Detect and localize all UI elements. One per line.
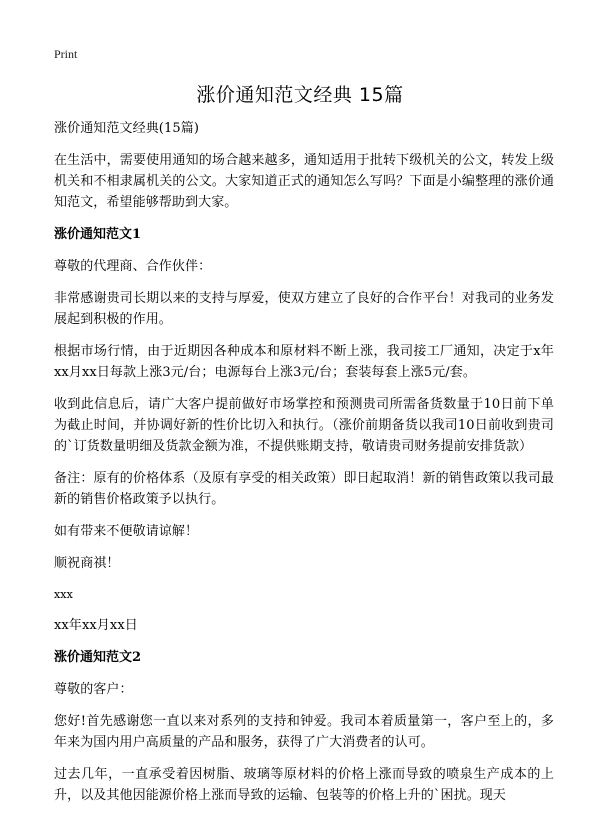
- paragraph: 收到此信息后，请广大客户提前做好市场掌控和预测贵司所需备货数量于10日前下单为截止时间，并协调好新的性价比切入和执行。（涨价前期备货以我司10日前收到贵司的`订货数量明细及货款金额为准，不提供账期支持，敬请贵司财务提前安排货款）: [54, 397, 554, 454]
- print-label: Print: [54, 47, 78, 61]
- section-heading: 涨价通知范文1: [54, 227, 142, 242]
- signer: xxx: [54, 588, 73, 601]
- document-body: [54, 118, 554, 817]
- section-heading: 涨价通知范文2: [54, 650, 142, 665]
- document-title: 涨价通知范文经典 15篇: [196, 84, 404, 106]
- salutation: 尊敬的客户：: [54, 682, 133, 697]
- paragraph: 您好!首先感谢您一直以来对系列的支持和钟爱。我司本着质量第一，客户至上的，多年来为国内用户高质量的产品和服务，获得了广大消费者的认可。: [54, 714, 554, 750]
- salutation: 尊敬的代理商、合作伙伴：: [54, 259, 212, 274]
- paragraph: 非常感谢贵司长期以来的支持与厚爱，使双方建立了良好的合作平台！对我司的业务发展起到积极的作用。: [54, 291, 554, 327]
- paragraph: 如有带来不便敬请谅解！: [54, 524, 199, 539]
- document-subtitle: 涨价通知范文经典(15篇): [54, 121, 199, 136]
- intro-paragraph: 在生活中，需要使用通知的场合越来越多，通知适用于批转下级机关的公文，转发上级机关和不相隶属机关的公文。大家知道正式的通知怎么写吗？下面是小编整理的涨价通知范文，希望能够帮助到大家。: [54, 153, 554, 210]
- paragraph: 过去几年，一直承受着因树脂、玻璃等原材料的价格上涨而导致的喷泉生产成本的上升，以及其他因能源价格上涨而导致的运输、包装等的价格上升的`困扰。现天: [54, 767, 554, 803]
- paragraph: 根据市场行情，由于近期因各种成本和原材料不断上涨，我司接工厂通知，决定于x年xx月xx日每款上涨3元/台；电源每台上涨3元/台；套装每套上涨5元/套。: [54, 344, 554, 380]
- paragraph: 顺祝商祺！: [54, 556, 120, 571]
- paragraph: 备注：原有的价格体系（及原有享受的相关政策）即日起取消！新的销售政策以我司最新的销售价格政策予以执行。: [54, 471, 554, 507]
- date-line: xx年xx月xx日: [54, 618, 138, 633]
